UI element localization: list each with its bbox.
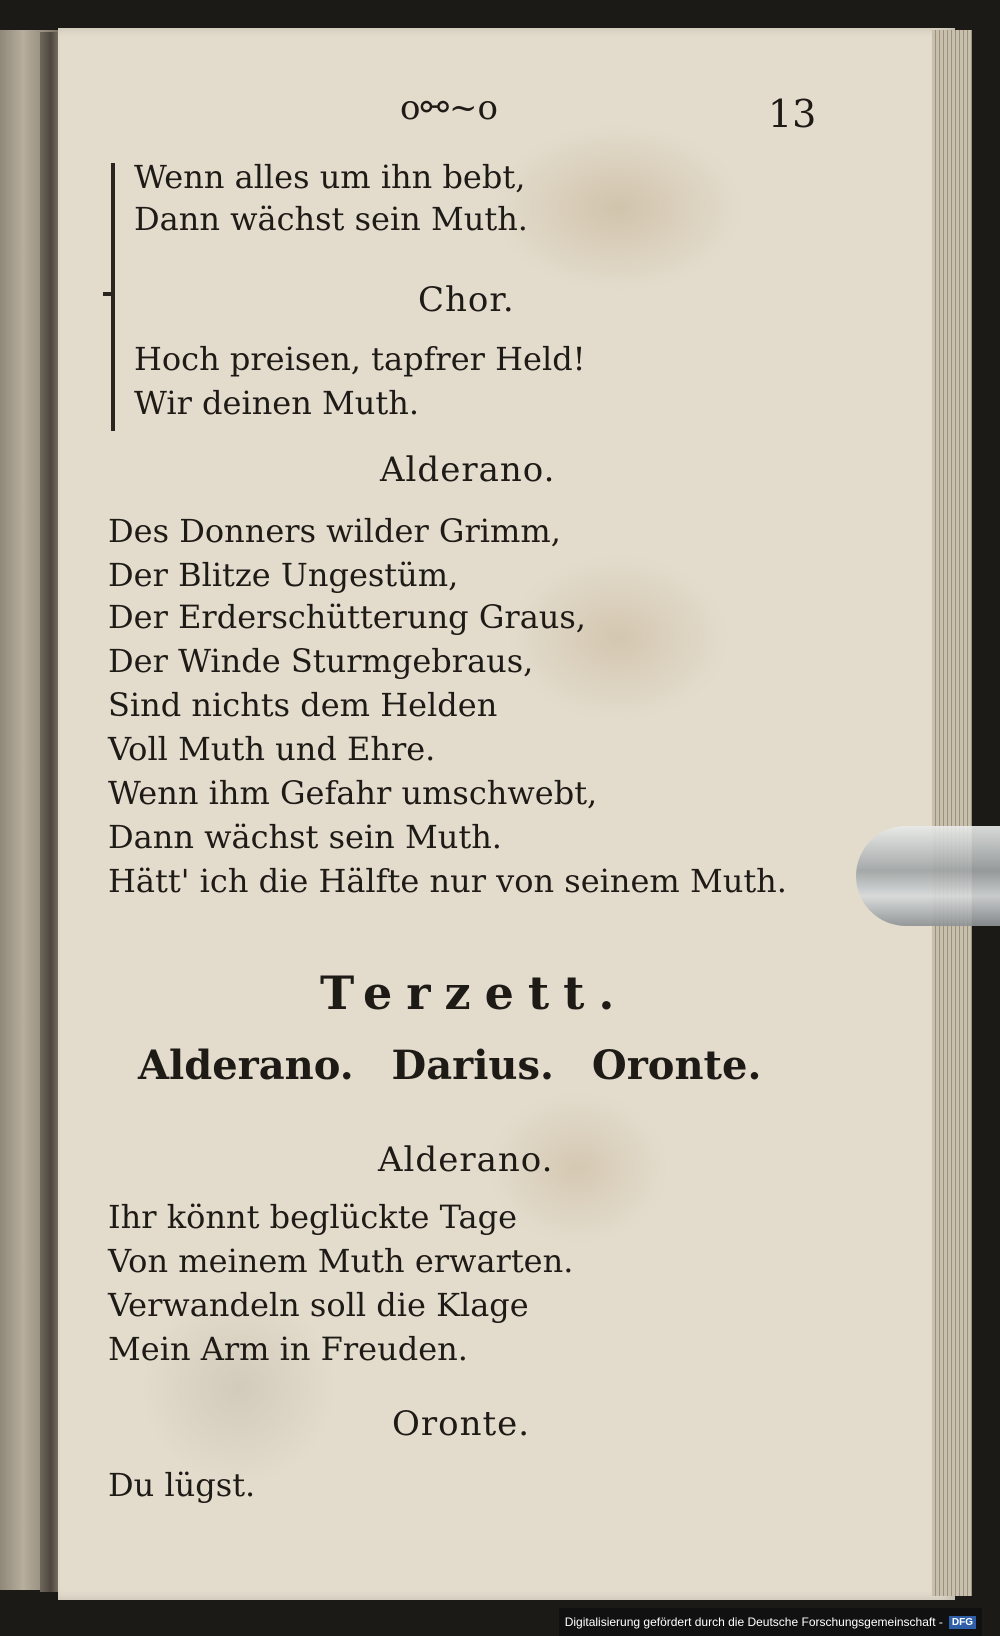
footer-text: Digitalisierung gefördert durch die Deutsche Forschungsgemeinschaft - bbox=[564, 1615, 943, 1629]
speaker-heading-alderano: Alderano. bbox=[380, 450, 556, 490]
verse-line: Verwandeln soll die Klage bbox=[108, 1286, 529, 1324]
verse-line: Hoch preisen, tapfrer Held! bbox=[134, 340, 586, 378]
verse-line: Du lügst. bbox=[108, 1466, 256, 1504]
verse-line: Ihr könnt beglückte Tage bbox=[108, 1198, 518, 1236]
speaker-heading-alderano-2: Alderano. bbox=[378, 1140, 554, 1180]
page-number: 13 bbox=[768, 92, 817, 136]
verse-line: Mein Arm in Freuden. bbox=[108, 1330, 468, 1368]
header-ornament: o⚯~o bbox=[400, 88, 498, 128]
verse-line: Der Erderschütterung Graus, bbox=[108, 598, 586, 636]
verse-line: Der Blitze Ungestüm, bbox=[108, 556, 459, 594]
verse-line: Wenn alles um ihn bebt, bbox=[134, 158, 526, 196]
section-heading-terzett: Terzett. bbox=[320, 966, 629, 1020]
digitization-footer bbox=[559, 1608, 982, 1636]
glass-page-clip bbox=[856, 826, 1000, 926]
speaker-heading-chor: Chor. bbox=[418, 280, 515, 320]
verse-brace-point bbox=[103, 292, 113, 296]
verse-line: Des Donners wilder Grimm, bbox=[108, 512, 561, 550]
speaker-heading-oronte: Oronte. bbox=[392, 1404, 531, 1444]
page-edges bbox=[932, 30, 972, 1596]
verse-line: Wir deinen Muth. bbox=[134, 384, 420, 422]
verse-brace bbox=[111, 163, 129, 431]
verse-line: Wenn ihm Gefahr umschwebt, bbox=[108, 774, 598, 812]
dfg-logo: DFG bbox=[949, 1616, 976, 1629]
verse-line: Hätt' ich die Hälfte nur von seinem Muth. bbox=[108, 862, 787, 900]
cast-list: Alderano. Darius. Oronte. bbox=[138, 1042, 762, 1089]
verse-line: Voll Muth und Ehre. bbox=[108, 730, 436, 768]
verse-line: Dann wächst sein Muth. bbox=[108, 818, 502, 856]
verse-line: Von meinem Muth erwarten. bbox=[108, 1242, 574, 1280]
verse-line: Der Winde Sturmgebraus, bbox=[108, 642, 534, 680]
verse-line: Dann wächst sein Muth. bbox=[134, 200, 528, 238]
verse-line: Sind nichts dem Helden bbox=[108, 686, 498, 724]
